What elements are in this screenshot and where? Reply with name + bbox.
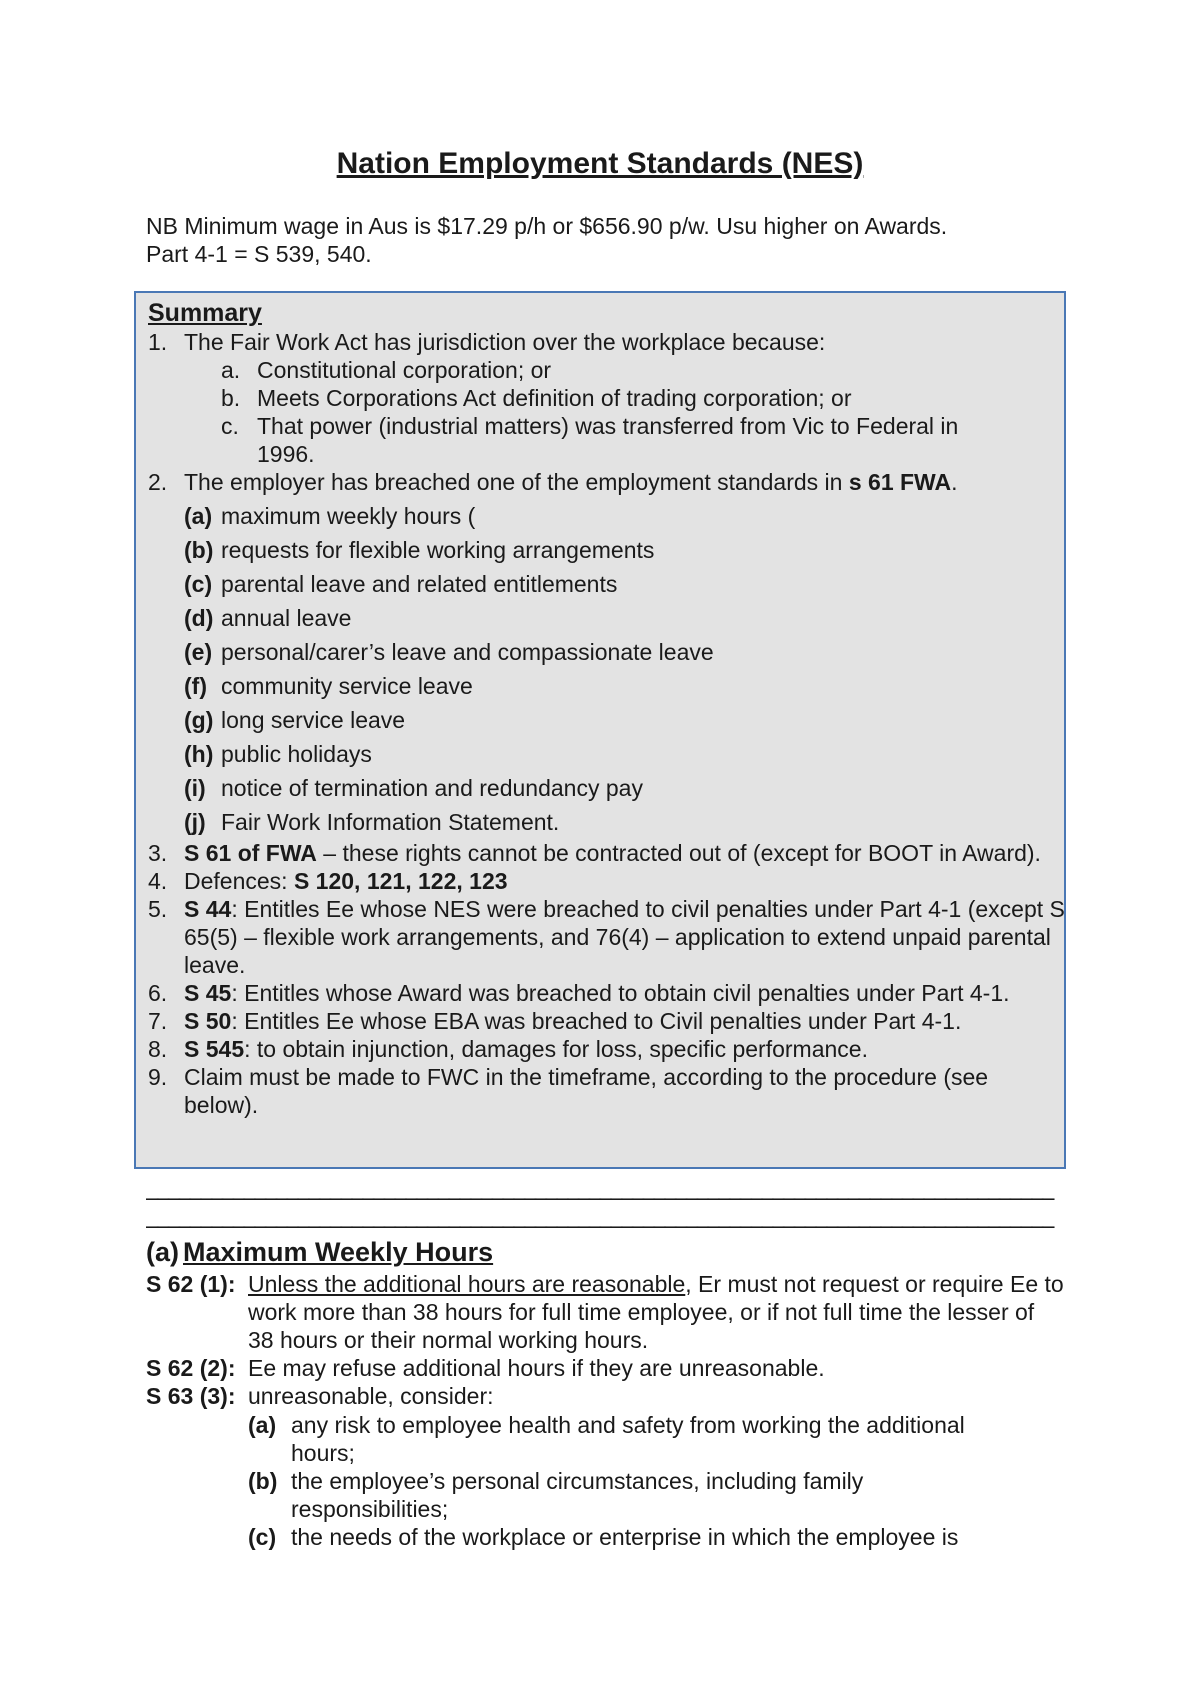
section-reference: S 63 (3): bbox=[146, 1383, 236, 1409]
section-reference: S 45 bbox=[184, 980, 232, 1006]
summary-subitem-c bbox=[148, 412, 992, 468]
criterion-a bbox=[146, 1411, 1011, 1467]
standard-text: annual leave bbox=[221, 605, 352, 631]
s62-2-paragraph bbox=[146, 1354, 1066, 1382]
standard-g bbox=[148, 706, 1064, 740]
criterion-text: any risk to employee health and safety from working the additional hours; bbox=[291, 1412, 965, 1466]
standard-label: (d) bbox=[184, 605, 214, 631]
item-text: The Fair Work Act has jurisdiction over the workplace because: bbox=[184, 329, 826, 355]
section-heading-maximum-weekly-hours bbox=[146, 1236, 493, 1268]
subitem-letter: c. bbox=[221, 413, 239, 439]
subitem-text: Constitutional corporation; or bbox=[257, 357, 552, 383]
subitem-letter: b. bbox=[221, 385, 241, 411]
standard-i bbox=[148, 774, 1064, 808]
section-title: Maximum Weekly Hours bbox=[183, 1237, 494, 1267]
item-number: 9. bbox=[148, 1064, 168, 1090]
item-number: 3. bbox=[148, 840, 168, 866]
item-text: Claim must be made to FWC in the timeframe, according to the procedure (see below). bbox=[184, 1064, 989, 1118]
summary-title: Summary bbox=[148, 299, 262, 327]
s62-1-paragraph bbox=[146, 1270, 1066, 1354]
standard-text: community service leave bbox=[221, 673, 473, 699]
item-text: : to obtain injunction, damages for loss, specific performance. bbox=[244, 1036, 868, 1062]
item-number: 5. bbox=[148, 896, 168, 922]
standard-text: parental leave and related entitlements bbox=[221, 571, 618, 597]
standard-b bbox=[148, 536, 1064, 570]
intro-line-part: Part 4-1 = S 539, 540. bbox=[146, 241, 372, 267]
standard-label: (c) bbox=[184, 571, 213, 597]
item-number: 4. bbox=[148, 868, 168, 894]
section-reference: S 50 bbox=[184, 1008, 232, 1034]
section-reference: S 44 bbox=[184, 896, 232, 922]
underlined-condition: Unless the additional hours are reasonable bbox=[248, 1271, 686, 1297]
summary-item-6 bbox=[148, 979, 1124, 1007]
standard-label: (f) bbox=[184, 673, 207, 699]
criterion-c bbox=[146, 1523, 1066, 1551]
item-number: 7. bbox=[148, 1008, 168, 1034]
standard-d bbox=[148, 604, 1064, 638]
paragraph-text: unreasonable, consider: bbox=[248, 1383, 494, 1409]
criterion-text: the employee’s personal circumstances, including family responsibilities; bbox=[291, 1468, 864, 1522]
document-title: Nation Employment Standards (NES) bbox=[336, 147, 864, 180]
section-reference: S 62 (1): bbox=[146, 1271, 236, 1297]
subitem-text: Meets Corporations Act definition of trading corporation; or bbox=[257, 385, 852, 411]
summary-item-7 bbox=[148, 1007, 1064, 1035]
paragraph-text: Ee may refuse additional hours if they are unreasonable. bbox=[248, 1355, 825, 1381]
divider-line-1: –––––––––––––––––––––––––––––––––––––––––––––––––––––––––––––––––––––––––––––––––––– bbox=[146, 1184, 1053, 1210]
item-number: 2. bbox=[148, 469, 168, 495]
summary-item-4 bbox=[148, 867, 1064, 895]
summary-subitem-a bbox=[148, 356, 1064, 384]
standard-c bbox=[148, 570, 1064, 604]
standard-a bbox=[148, 502, 1064, 536]
summary-item-8 bbox=[148, 1035, 1064, 1063]
section-reference: S 120, 121, 122, 123 bbox=[293, 868, 508, 894]
subitem-text: That power (industrial matters) was transferred from Vic to Federal in 1996. bbox=[257, 413, 959, 467]
standard-text: personal/carer’s leave and compassionate leave bbox=[221, 639, 714, 665]
section-reference: s 61 FWA bbox=[848, 469, 952, 495]
criterion-text: the needs of the workplace or enterprise in which the employee is bbox=[291, 1524, 959, 1550]
standard-label: (h) bbox=[184, 741, 214, 767]
item-number: 8. bbox=[148, 1036, 168, 1062]
paragraph-text: , Er must not request or require Ee to work more than 38 hours for full time employee, or if not full time the lesser of 38 hours or their normal working hours. bbox=[248, 1271, 1064, 1353]
divider-line-2: –––––––––––––––––––––––––––––––––––––––––––––––––––––––––––––––––––––––––––––––––––– bbox=[146, 1212, 1053, 1238]
standard-label: (j) bbox=[184, 809, 206, 835]
summary-item-2 bbox=[148, 468, 1064, 502]
standard-label: (a) bbox=[184, 503, 213, 529]
item-number: 6. bbox=[148, 980, 168, 1006]
criterion-label: (b) bbox=[248, 1468, 278, 1494]
item-text: : Entitles Ee whose NES were breached to civil penalties under Part 4-1 (except S 65(5) – flexible work arrangements, and 76(4) – application to extend unpaid parental leave. bbox=[184, 896, 1065, 978]
item-text: The employer has breached one of the employment standards in bbox=[184, 469, 849, 495]
item-text: : Entitles Ee whose EBA was breached to Civil penalties under Part 4-1. bbox=[231, 1008, 962, 1034]
standard-text: long service leave bbox=[221, 707, 406, 733]
criterion-label: (a) bbox=[248, 1412, 277, 1438]
item-number: 1. bbox=[148, 329, 168, 355]
summary-item-9 bbox=[148, 1063, 1064, 1119]
standard-text: notice of termination and redundancy pay bbox=[221, 775, 643, 801]
criterion-b bbox=[146, 1467, 1011, 1523]
item-text-end: . bbox=[951, 469, 958, 495]
standard-label: (e) bbox=[184, 639, 213, 665]
summary-item-5 bbox=[148, 895, 1084, 979]
standard-h bbox=[148, 740, 1064, 774]
item-text: : Entitles whose Award was breached to obtain civil penalties under Part 4-1. bbox=[231, 980, 1010, 1006]
standard-e bbox=[148, 638, 1064, 672]
subitem-letter: a. bbox=[221, 357, 241, 383]
standard-f bbox=[148, 672, 1064, 706]
item-text: – these rights cannot be contracted out of (except for BOOT in Award). bbox=[316, 840, 1041, 866]
standard-text: public holidays bbox=[221, 741, 372, 767]
standard-j bbox=[148, 808, 1064, 839]
summary-subitem-b bbox=[148, 384, 1064, 412]
s63-3-paragraph bbox=[146, 1382, 1066, 1411]
summary-item-1 bbox=[148, 328, 1064, 356]
standard-label: (g) bbox=[184, 707, 214, 733]
standard-text: requests for flexible working arrangements bbox=[221, 537, 655, 563]
summary-item-3 bbox=[148, 839, 1044, 867]
section-reference: S 62 (2): bbox=[146, 1355, 236, 1381]
criterion-label: (c) bbox=[248, 1524, 277, 1550]
section-a-body bbox=[146, 1270, 1066, 1551]
intro-line-wage: NB Minimum wage in Aus is $17.29 p/h or $656.90 p/w. Usu higher on Awards. bbox=[146, 213, 948, 239]
section-reference: S 545 bbox=[184, 1036, 245, 1062]
standard-label: (b) bbox=[184, 537, 214, 563]
section-reference: S 61 of FWA bbox=[184, 840, 317, 866]
summary-box bbox=[134, 291, 1066, 1169]
item-text: Defences: bbox=[184, 868, 294, 894]
standard-text: maximum weekly hours ( bbox=[221, 503, 476, 529]
section-label: (a) bbox=[146, 1237, 179, 1267]
standard-text: Fair Work Information Statement. bbox=[221, 809, 560, 835]
standard-label: (i) bbox=[184, 775, 206, 801]
intro-paragraph bbox=[146, 212, 1106, 268]
